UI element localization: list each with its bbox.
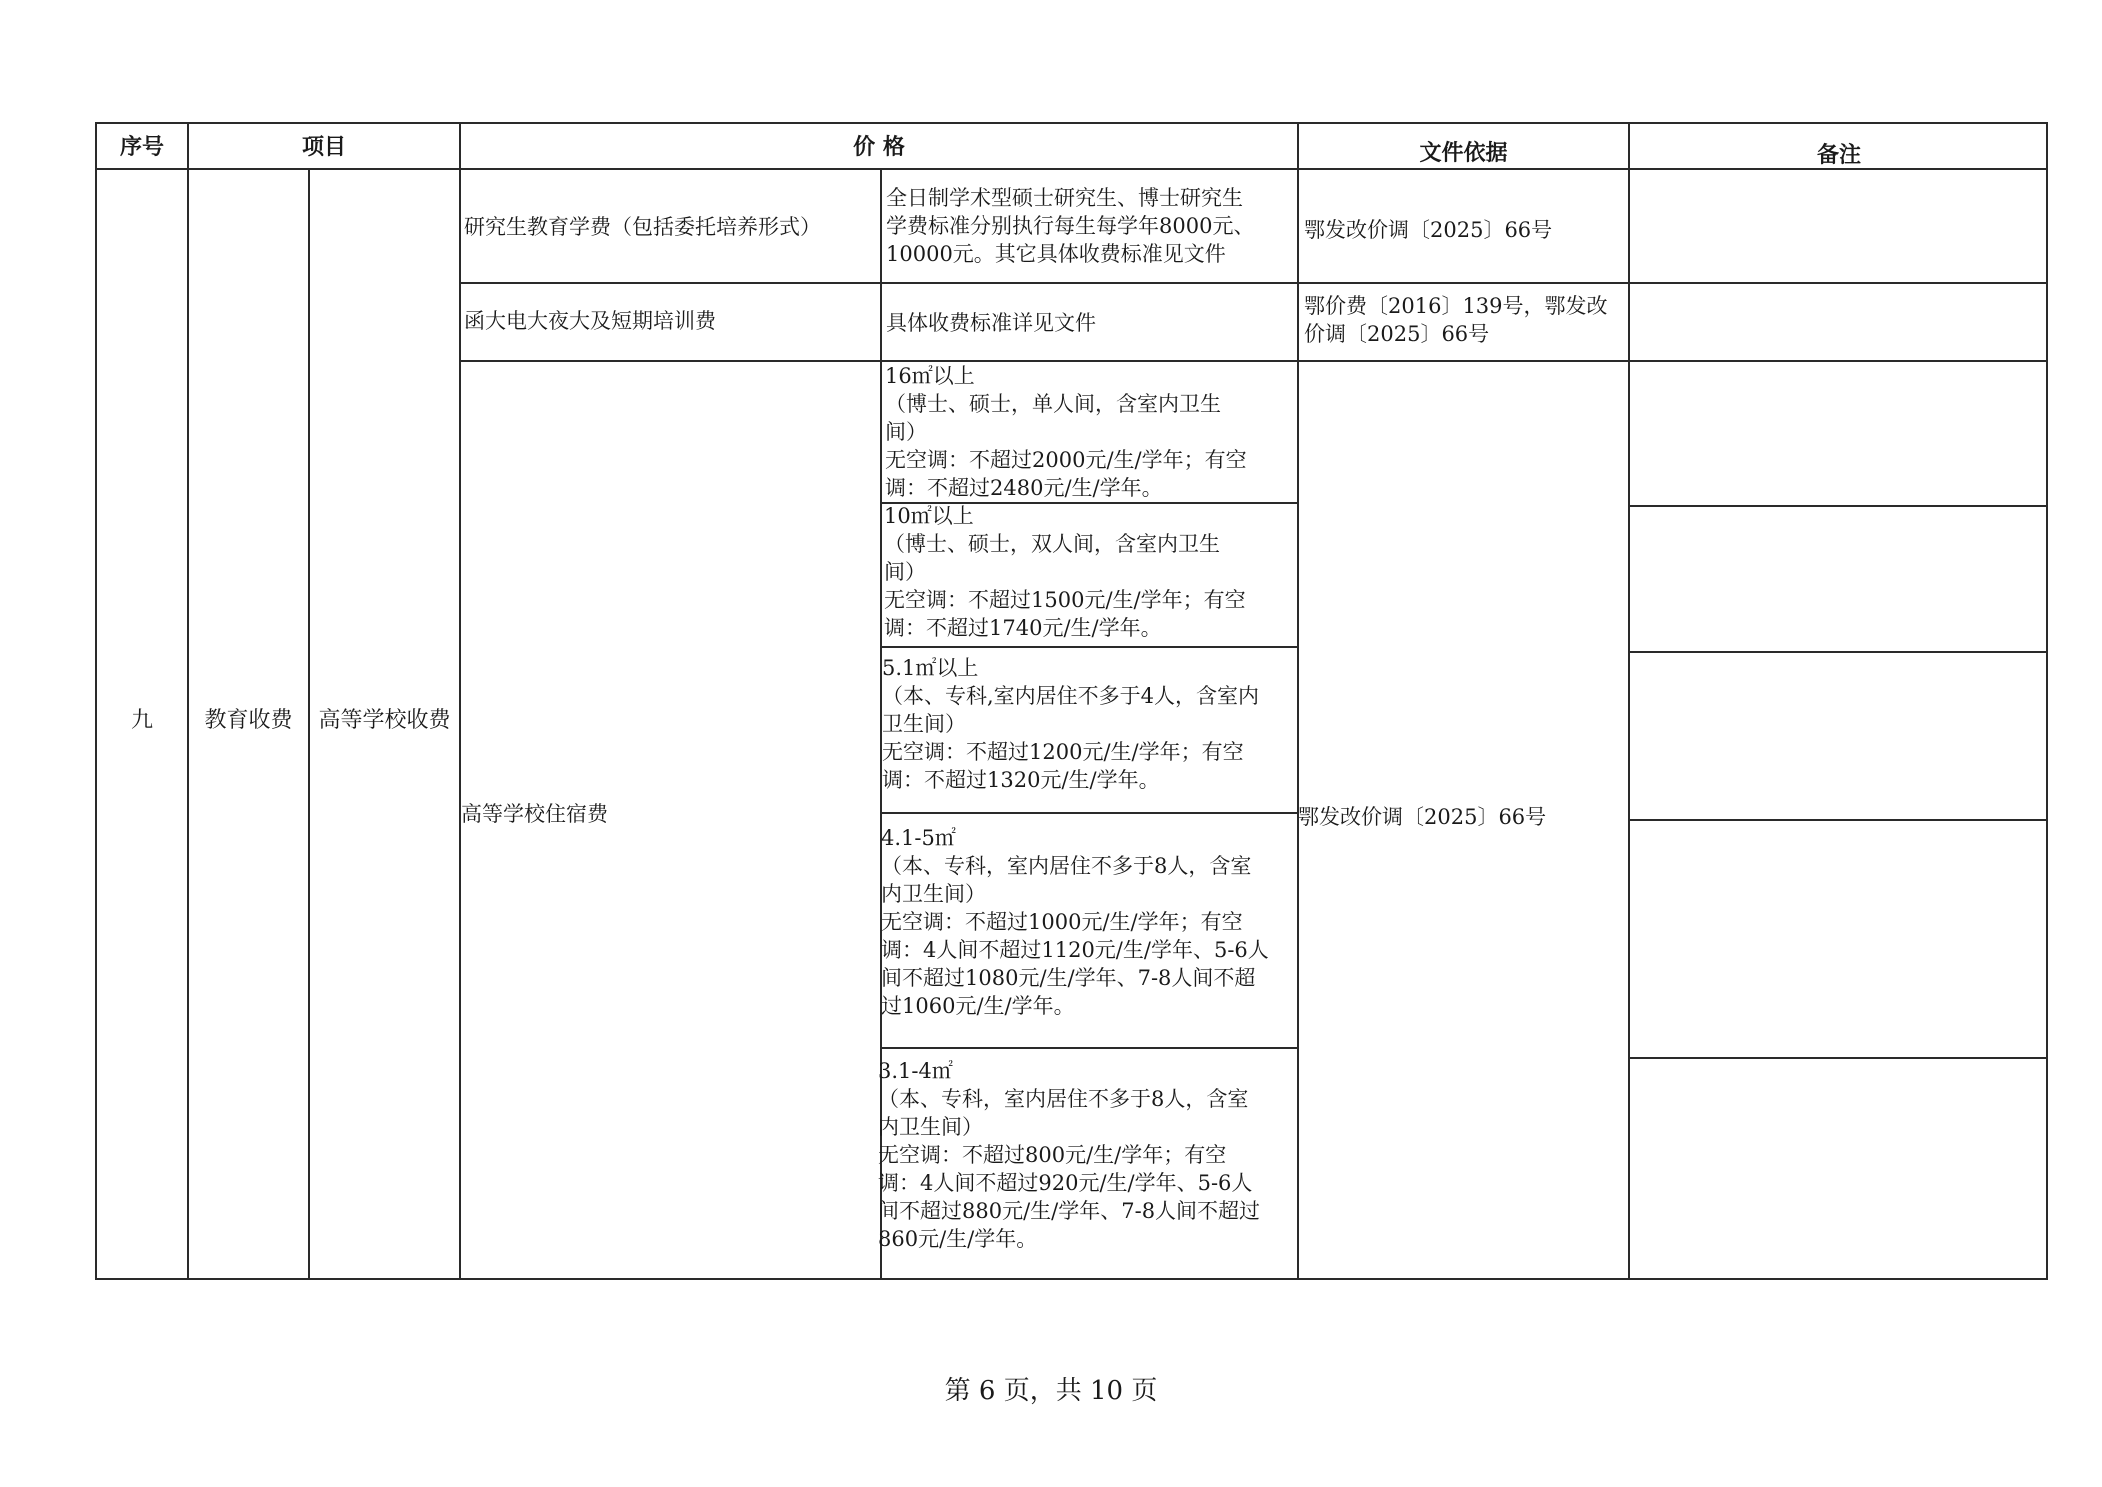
col-divider <box>459 122 461 1280</box>
header-remark: 备注 <box>1816 143 1861 168</box>
col-divider <box>1628 122 1630 1280</box>
item-price: 具体收费标准详见文件 <box>886 311 1096 335</box>
remark-divider <box>1628 651 2048 653</box>
dorm-tier: 16㎡以上 （博士、硕士，单人间，含室内卫生 间） 无空调：不超过2000元/生/学年；有空 调：不超过2480元/生/学年。 <box>885 364 1247 500</box>
tier-divider <box>880 646 1297 648</box>
tier-divider <box>880 1047 1297 1049</box>
remark-divider <box>1628 819 2048 821</box>
page-number: 第 6 页，共 10 页 <box>944 1376 1158 1406</box>
header-price: 价 格 <box>853 135 905 160</box>
row-divider <box>459 282 2048 284</box>
col-divider <box>187 122 189 1280</box>
row-category: 教育收费 <box>204 708 293 733</box>
item-basis: 鄂价费〔2016〕139号，鄂发改 价调〔2025〕66号 <box>1304 294 1608 346</box>
item-name: 函大电大夜大及短期培训费 <box>464 309 716 333</box>
row-seq: 九 <box>130 708 153 733</box>
tier-divider <box>880 812 1297 814</box>
header-seq: 序号 <box>119 135 164 160</box>
item-name: 研究生教育学费（包括委托培养形式） <box>464 215 821 239</box>
item-name: 高等学校住宿费 <box>461 802 608 826</box>
header-item: 项目 <box>301 135 346 160</box>
row-subcategory: 高等学校收费 <box>318 708 451 733</box>
dorm-tier: 10㎡以上 （博士、硕士，双人间，含室内卫生 间） 无空调：不超过1500元/生/学年；有空 调：不超过1740元/生/学年。 <box>884 504 1246 640</box>
dorm-tier: 4.1-5㎡ （本、专科，室内居住不多于8人，含室 内卫生间） 无空调：不超过1000元/生/学年；有空 调：4人间不超过1120元/生/学年、5-6人 间不超过1080元/生/学年、7-8人间不超 过1060元/生/学年。 <box>881 826 1269 1018</box>
dorm-tier: 5.1㎡以上 （本、专科,室内居住不多于4人，含室内 卫生间） 无空调：不超过1200元/生/学年；有空 调：不超过1320元/生/学年。 <box>882 656 1260 792</box>
item-basis: 鄂发改价调〔2025〕66号 <box>1304 218 1553 242</box>
header-basis: 文件依据 <box>1419 141 1508 166</box>
item-price: 全日制学术型硕士研究生、博士研究生 学费标准分别执行每生每学年8000元、 10000元。其它具体收费标准见文件 <box>886 186 1255 266</box>
dorm-tier: 3.1-4㎡ （本、专科，室内居住不多于8人，含室 内卫生间） 无空调：不超过800元/生/学年；有空 调：4人间不超过920元/生/学年、5-6人 间不超过880元/生/学年、7-8人间不超过 860元/生/学年。 <box>878 1059 1261 1251</box>
remark-divider <box>1628 505 2048 507</box>
remark-divider <box>1628 1057 2048 1059</box>
col-divider <box>1297 122 1299 1280</box>
item-basis: 鄂发改价调〔2025〕66号 <box>1298 805 1547 829</box>
